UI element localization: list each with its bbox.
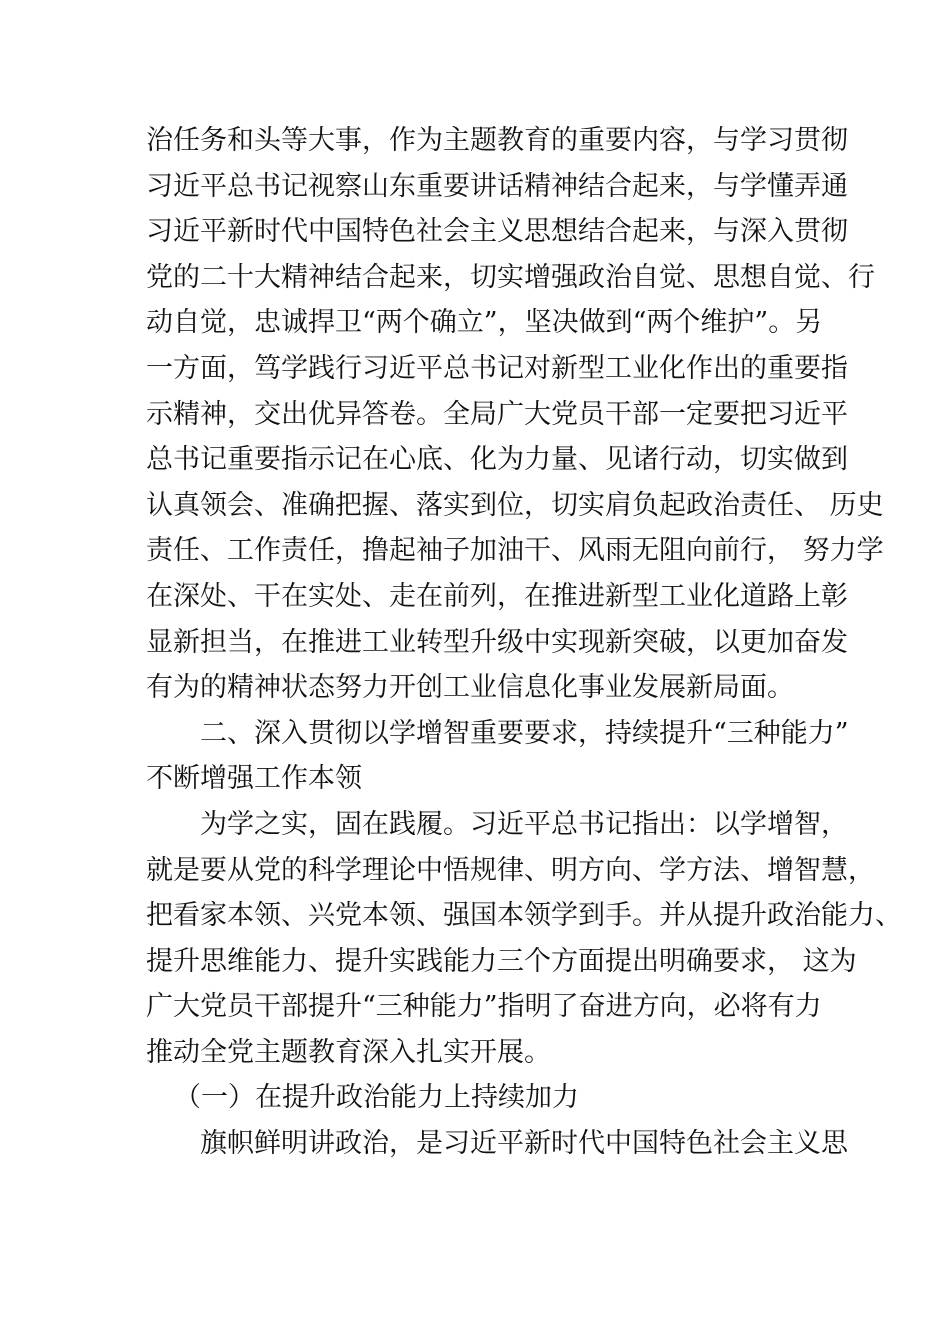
paragraph-line: 习近平新时代中国特色社会主义思想结合起来，与深入贯彻	[146, 216, 848, 248]
paragraph-line: 就是要从党的科学理论中悟规律、明方向、学方法、增智慧，	[146, 854, 875, 886]
paragraph-line: 责任、工作责任，撸起袖子加油干、风雨无阻向前行， 努力学	[146, 535, 884, 567]
section-heading-continued: 不断增强工作本领	[146, 763, 362, 795]
paragraph-line: 党的二十大精神结合起来，切实增强政治自觉、思想自觉、行	[146, 261, 875, 293]
paragraph-line: 有为的精神状态努力开创工业信息化事业发展新局面。	[146, 672, 794, 704]
paragraph-line: 把看家本领、兴党本领、强国本领学到手。并从提升政治能力、	[146, 900, 902, 932]
paragraph-line: 示精神，交出优异答卷。全局广大党员干部一定要把习近平	[146, 398, 848, 430]
section-heading: 二、深入贯彻以学增智重要要求，持续提升“三种能力”	[200, 717, 849, 749]
paragraph-line: 习近平总书记视察山东重要讲话精神结合起来，与学懂弄通	[146, 170, 848, 202]
paragraph-line: 显新担当，在推进工业转型升级中实现新突破，以更加奋发	[146, 626, 848, 658]
paragraph-line: 认真领会、准确把握、落实到位，切实肩负起政治责任、 历史	[146, 489, 884, 521]
paragraph-line: 治任务和头等大事，作为主题教育的重要内容，与学习贯彻	[146, 125, 848, 156]
paragraph-line: 总书记重要指示记在心底、化为力量、见诸行动，切实做到	[146, 444, 848, 476]
document-body	[146, 118, 902, 1167]
paragraph-line: 动自觉，忠诚捍卫“两个确立”，坚决做到“两个维护”。另	[146, 307, 823, 339]
paragraph-line: 广大党员干部提升“三种能力”指明了奋进方向，必将有力	[146, 991, 822, 1023]
paragraph-line: 推动全党主题教育深入扎实开展。	[146, 1036, 551, 1068]
paragraph-line: 旗帜鲜明讲政治，是习近平新时代中国特色社会主义思	[200, 1128, 848, 1160]
paragraph-line: 在深处、干在实处、走在前列，在推进新型工业化道路上彰	[146, 580, 848, 612]
paragraph-line: 一方面，笃学践行习近平总书记对新型工业化作出的重要指	[146, 352, 848, 384]
paragraph-line: 为学之实，固在践履。习近平总书记指出：以学增智，	[200, 808, 848, 840]
subsection-heading: （一）在提升政治能力上持续加力	[174, 1082, 579, 1114]
paragraph-line: 提升思维能力、提升实践能力三个方面提出明确要求， 这为	[146, 945, 857, 977]
